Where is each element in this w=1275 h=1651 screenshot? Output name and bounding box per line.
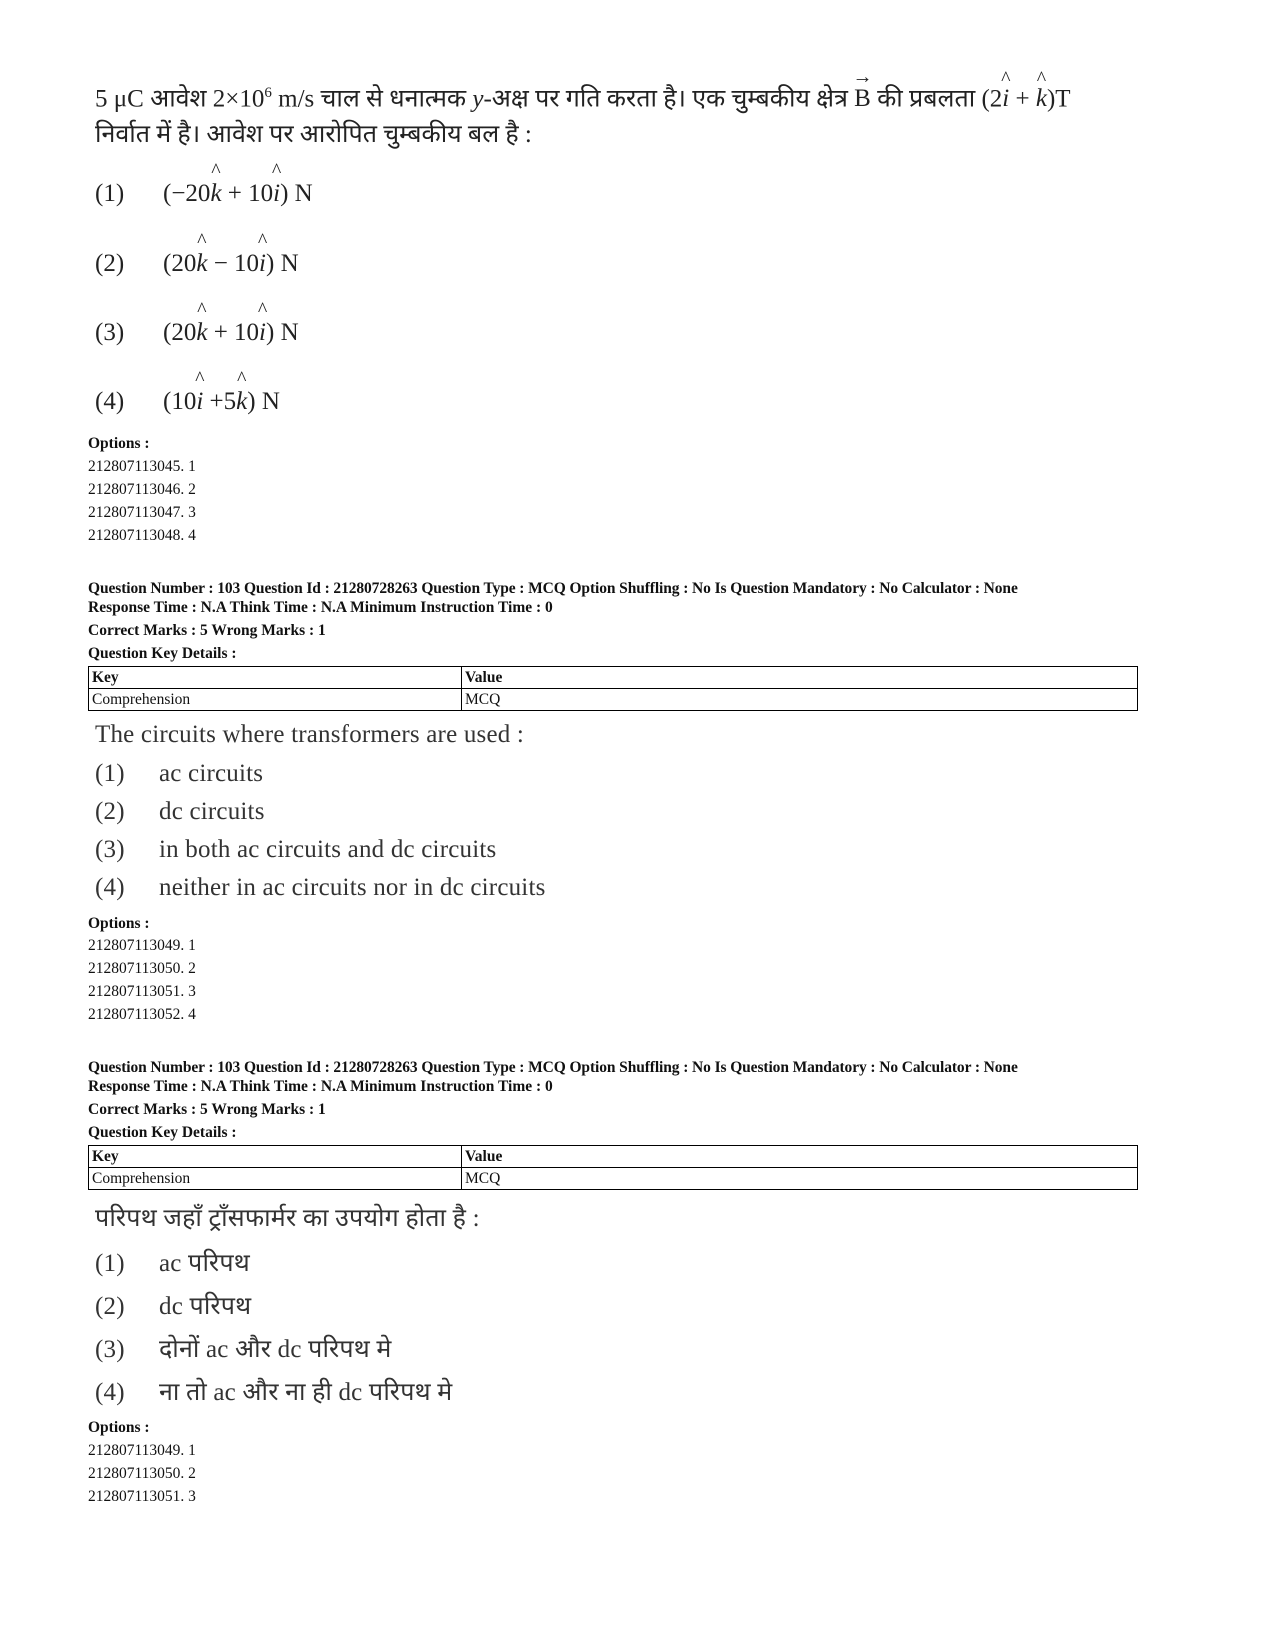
table-row: [89, 689, 1138, 711]
table-header-value: Value: [462, 1146, 1138, 1168]
vector-b: → B: [854, 78, 871, 120]
table-cell-key: Comprehension: [89, 689, 462, 711]
q103a-option-2: (2) dc circuits: [95, 798, 265, 825]
q103a-meta-line2: Response Time : N.A Think Time : N.A Minimum Instruction Time : 0: [88, 599, 553, 616]
table-header-key: Key: [89, 667, 462, 689]
q103b-marks: Correct Marks : 5 Wrong Marks : 1: [88, 1101, 326, 1118]
q103a-option-id-1: 212807113049. 1: [88, 937, 196, 954]
table-cell-key: Comprehension: [89, 1168, 462, 1190]
table-row: [89, 1146, 1138, 1168]
q103a-stem: The circuits where transformers are used :: [95, 721, 525, 748]
q102-option-4: (4) (10^ i +5^ k) N: [95, 388, 280, 416]
table-header-key: Key: [89, 1146, 462, 1168]
table-header-value: Value: [462, 667, 1138, 689]
q103b-meta-line2: Response Time : N.A Think Time : N.A Minimum Instruction Time : 0: [88, 1078, 553, 1095]
q102-option-id-2: 212807113046. 2: [88, 481, 196, 498]
q103a-key-details: Question Key Details :: [88, 645, 237, 662]
q103a-option-3: (3) in both ac circuits and dc circuits: [95, 836, 497, 863]
q103b-option-id-1: 212807113049. 1: [88, 1442, 196, 1459]
q103b-options-label: Options :: [88, 1419, 150, 1436]
q103a-option-4: (4) neither in ac circuits nor in dc circuits: [95, 874, 546, 901]
q103b-meta-line1: Question Number : 103 Question Id : 21280728263 Question Type : MCQ Option Shuffling : No Is Question Mandatory : No Calculator : None: [88, 1059, 1018, 1076]
q103a-options-label: Options :: [88, 915, 150, 932]
q103b-key-details: Question Key Details :: [88, 1124, 237, 1141]
q103b-stem: परिपथ जहाँ ट्राँसफार्मर का उपयोग होता है :: [95, 1205, 480, 1232]
q103a-marks: Correct Marks : 5 Wrong Marks : 1: [88, 622, 326, 639]
q103a-option-1: (1) ac circuits: [95, 760, 264, 787]
q103a-option-id-2: 212807113050. 2: [88, 960, 196, 977]
unit-vector-i: ^ i: [1002, 78, 1009, 120]
table-row: [89, 1168, 1138, 1190]
q102-option-id-4: 212807113048. 4: [88, 527, 196, 544]
q103b-option-id-3: 212807113051. 3: [88, 1488, 196, 1505]
q102-options-label: Options :: [88, 435, 150, 452]
q103a-key-table: [88, 666, 1138, 711]
q103b-option-3: (3) दोनों ac और dc परिपथ मे: [95, 1336, 392, 1363]
q103b-option-4: (4) ना तो ac और ना ही dc परिपथ मे: [95, 1379, 453, 1406]
table-row: [89, 667, 1138, 689]
q102-option-1: (1) (−20^ k + 10^ i) N: [95, 180, 313, 208]
q102-option-id-3: 212807113047. 3: [88, 504, 196, 521]
q102-stem-line2: निर्वात में है। आवेश पर आरोपित चुम्बकीय बल है :: [95, 121, 532, 148]
q103a-option-id-4: 212807113052. 4: [88, 1006, 196, 1023]
table-cell-value: MCQ: [462, 689, 1138, 711]
q103b-key-table: [88, 1145, 1138, 1190]
q103b-option-id-2: 212807113050. 2: [88, 1465, 196, 1482]
q102-stem-line1: 5 μC आवेश $2\times 10^6$ m/s चाल से धनात्मक y-अक्ष पर गति करता है। एक चुम्बकीय क्षेत्र → B की प्रबलता (2^ i + ^ k)T: [95, 72, 1071, 120]
q102-option-2: (2) (20^ k − 10^ i) N: [95, 250, 299, 278]
q103a-meta-line1: Question Number : 103 Question Id : 21280728263 Question Type : MCQ Option Shuffling : No Is Question Mandatory : No Calculator : None: [88, 580, 1018, 597]
unit-vector-k: ^ k: [1036, 78, 1047, 120]
q103b-option-2: (2) dc परिपथ: [95, 1293, 252, 1320]
q102-option-3: (3) (20^ k + 10^ i) N: [95, 319, 299, 347]
q103a-option-id-3: 212807113051. 3: [88, 983, 196, 1000]
table-cell-value: MCQ: [462, 1168, 1138, 1190]
q102-option-id-1: 212807113045. 1: [88, 458, 196, 475]
q103b-option-1: (1) ac परिपथ: [95, 1250, 250, 1277]
